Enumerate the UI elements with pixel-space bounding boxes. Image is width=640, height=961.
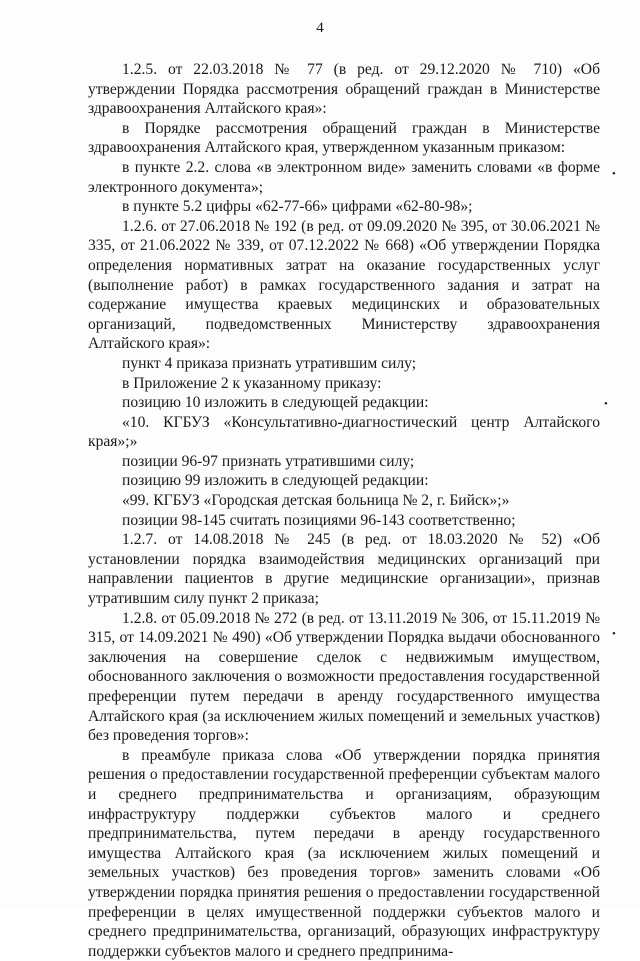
scan-speck-mark: • [612, 168, 616, 180]
paragraph: в пункте 5.2 цифры «62-77-66» цифрами «62-80-98»; [122, 198, 473, 216]
paragraph: позицию 99 изложить в следующей редакции: [122, 472, 429, 490]
document-body [88, 60, 600, 961]
scan-speck-mark: • [604, 398, 608, 410]
paragraph: позиции 96-97 признать утратившими силу; [122, 452, 415, 470]
paragraph: 1.2.5. от 22.03.2018 № 77 (в ред. от 29.12.2020 № 710) «Об утверждении Порядка рассмотрения обращений граждан в Министерстве здравоохранения Алтайского края»: [88, 61, 600, 118]
page-number: 4 [316, 20, 324, 36]
scan-speck-mark: • [612, 628, 616, 640]
paragraph: позиции 98-145 считать позициями 96-143 соответственно; [122, 511, 516, 529]
paragraph: «10. КГБУЗ «Консультативно-диагностический центр Алтайского края»;» [88, 413, 600, 451]
paragraph: в Приложение 2 к указанному приказу: [122, 374, 382, 392]
paragraph: 1.2.8. от 05.09.2018 № 272 (в ред. от 13.11.2019 № 306, от 15.11.2019 № 315, от 14.09.2021 № 490) «Об утверждении Порядка выдачи обоснованного заключения на совершение сделок с недвижимым имуществом, обоснованного заключения о возможности предоставления государственной преференции путем передачи в аренду государственного имущества Алтайского края (за исключением жилых помещений и земельных участков) без проведения торгов»: [88, 609, 600, 745]
paragraph: 1.2.6. от 27.06.2018 № 192 (в ред. от 09.09.2020 № 395, от 30.06.2021 № 335, от 21.06.2022 № 339, от 07.12.2022 № 668) «Об утверждении Порядка определения нормативных затрат на оказание государственных услуг (выполнение работ) в рамках государственного задания и затрат на содержание имущества краевых медицинских и образовательных организаций, подведомственных Министерству здравоохранения Алтайского края»: [88, 217, 600, 353]
paragraph: в преамбуле приказа слова «Об утверждении порядка принятия решения о предоставлении государственной преференции субъектам малого и среднего предпринимательства и организациям, образующим инфраструктуру поддержки субъектов малого и среднего предпринимательства, путем передачи в аренду государственного имущества Алтайского края (за исключением жилых помещений и земельных участков) без проведения торгов» заменить словами «Об утверждении порядка принятия решения о предоставлении государственной преференции в целях имущественной поддержки субъектов малого и среднего предпринимательства, организаций, образующих инфраструктуру поддержки субъектов малого и среднего предпринима- [88, 746, 600, 960]
paragraph: в Порядке рассмотрения обращений граждан в Министерстве здравоохранения Алтайского края, утвержденном указанным приказом: [88, 119, 600, 157]
paragraph: позицию 10 изложить в следующей редакции: [122, 394, 429, 412]
paragraph: «99. КГБУЗ «Городская детская больница № 2, г. Бийск»;» [122, 492, 510, 510]
paragraph: в пункте 2.2. слова «в электронном виде» заменить словами «в форме электронного документа»; [88, 158, 600, 196]
paragraph: пункт 4 приказа признать утратившим силу; [122, 354, 417, 372]
paragraph: 1.2.7. от 14.08.2018 № 245 (в ред. от 18.03.2020 № 52) «Об установлении порядка взаимодействия медицинских организаций при направлении пациентов в другие медицинские организации», признав утратившим силу пункт 2 приказа; [88, 531, 600, 608]
